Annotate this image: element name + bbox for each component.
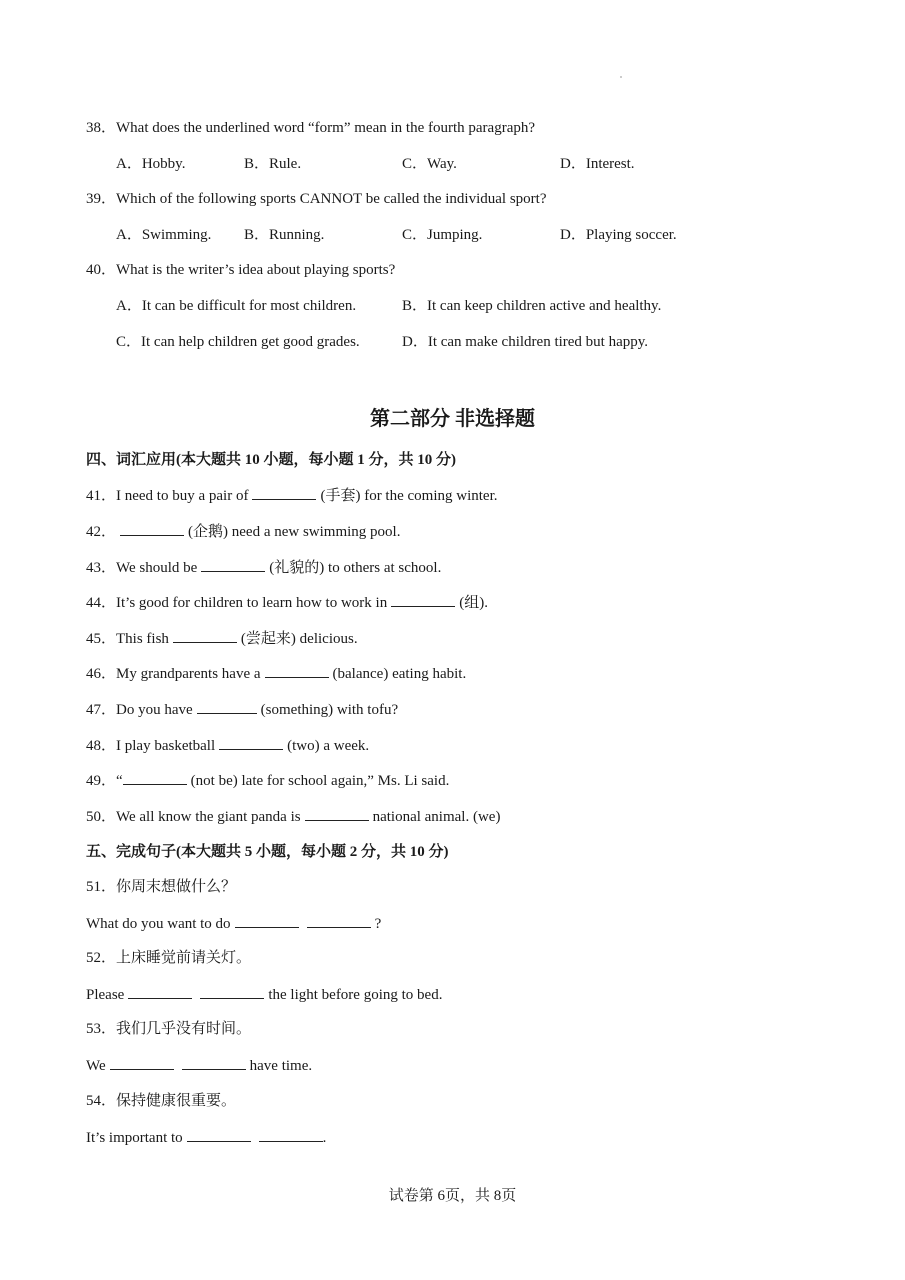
q51-blank-2[interactable] xyxy=(307,913,371,928)
q42-blank[interactable] xyxy=(120,521,184,536)
q47-blank[interactable] xyxy=(197,699,257,714)
q38-option-c: C．Way. xyxy=(402,156,457,172)
q39-option-c: C．Jumping. xyxy=(402,227,483,243)
q50-suffix: national animal. (we) xyxy=(372,809,501,825)
q41-suffix: (手套) for the coming winter. xyxy=(320,488,498,504)
q46-suffix: (balance) eating habit. xyxy=(332,666,467,682)
q41-prefix: 41．I need to buy a pair of xyxy=(86,488,249,504)
scan-speck xyxy=(620,76,622,78)
question-47 xyxy=(86,699,398,720)
q38-option-b: B．Rule. xyxy=(244,156,302,172)
q52-blank-2[interactable] xyxy=(200,984,264,999)
q54-suffix: . xyxy=(322,1130,327,1146)
question-42 xyxy=(86,521,400,542)
question-53-chinese: 53．我们几乎没有时间。 xyxy=(86,1021,252,1037)
question-51-english xyxy=(86,913,381,934)
q49-prefix: 49．“ xyxy=(86,773,123,789)
q52-blank-1[interactable] xyxy=(128,984,192,999)
question-46 xyxy=(86,663,466,684)
q41-blank[interactable] xyxy=(252,485,316,500)
q44-prefix: 44．It’s good for children to learn how to work in xyxy=(86,595,388,611)
q38-option-a: A．Hobby. xyxy=(116,156,186,172)
question-54-english xyxy=(86,1127,326,1148)
page-footer: 试卷第 6页，共 8页 xyxy=(388,1188,517,1204)
question-44 xyxy=(86,592,488,613)
q54-blank-2[interactable] xyxy=(259,1127,323,1142)
q48-suffix: (two) a week. xyxy=(287,738,370,754)
q53-suffix: have time. xyxy=(249,1058,313,1074)
q46-blank[interactable] xyxy=(265,663,329,678)
q49-blank[interactable] xyxy=(123,770,187,785)
q39-option-d: D．Playing soccer. xyxy=(560,227,677,243)
section-4-heading: 四、词汇应用(本大题共 10 小题，每小题 1 分，共 10 分) xyxy=(86,452,456,468)
q45-prefix: 45．This fish xyxy=(86,631,169,647)
q51-blank-1[interactable] xyxy=(235,913,299,928)
part-two-title: 第二部分 非选择题 xyxy=(370,408,535,430)
question-54-chinese: 54．保持健康很重要。 xyxy=(86,1093,237,1109)
question-45 xyxy=(86,628,358,649)
q52-prefix: Please xyxy=(86,987,125,1003)
question-39-stem: 39．Which of the following sports CANNOT be called the individual sport? xyxy=(86,191,547,207)
q53-prefix: We xyxy=(86,1058,106,1074)
q40-option-a: A．It can be difficult for most children. xyxy=(116,298,357,314)
question-41 xyxy=(86,485,498,506)
question-53-english xyxy=(86,1055,312,1076)
q40-option-b: B．It can keep children active and healthy. xyxy=(402,298,662,314)
section-5-heading: 五、完成句子(本大题共 5 小题，每小题 2 分，共 10 分) xyxy=(86,844,449,860)
question-40-stem: 40．What is the writer’s idea about playing sports? xyxy=(86,262,396,278)
question-52-english xyxy=(86,984,442,1005)
q53-blank-1[interactable] xyxy=(110,1055,174,1070)
q47-prefix: 47．Do you have xyxy=(86,702,193,718)
q52-suffix: the light before going to bed. xyxy=(268,987,443,1003)
q50-prefix: 50．We all know the giant panda is xyxy=(86,809,301,825)
question-50 xyxy=(86,806,500,827)
q54-prefix: It’s important to xyxy=(86,1130,183,1146)
question-48 xyxy=(86,735,369,756)
q39-option-a: A．Swimming. xyxy=(116,227,212,243)
q48-blank[interactable] xyxy=(219,735,283,750)
q42-prefix: 42． xyxy=(86,524,117,540)
q45-blank[interactable] xyxy=(173,628,237,643)
q40-option-c: C．It can help children get good grades. xyxy=(116,334,360,350)
q39-option-b: B．Running. xyxy=(244,227,325,243)
q43-suffix: (礼貌的) to others at school. xyxy=(269,560,442,576)
q51-prefix: What do you want to do xyxy=(86,916,231,932)
q48-prefix: 48．I play basketball xyxy=(86,738,216,754)
q51-suffix: ? xyxy=(374,916,382,932)
question-38-stem: 38．What does the underlined word “form” mean in the fourth paragraph? xyxy=(86,120,536,136)
question-43 xyxy=(86,557,441,578)
q42-suffix: (企鹅) need a new swimming pool. xyxy=(188,524,401,540)
q53-blank-2[interactable] xyxy=(182,1055,246,1070)
q45-suffix: (尝起来) delicious. xyxy=(240,631,358,647)
question-49 xyxy=(86,770,449,791)
q43-prefix: 43．We should be xyxy=(86,560,198,576)
q47-suffix: (something) with tofu? xyxy=(260,702,399,718)
question-52-chinese: 52．上床睡觉前请关灯。 xyxy=(86,950,252,966)
q43-blank[interactable] xyxy=(201,557,265,572)
q40-option-d: D．It can make children tired but happy. xyxy=(402,334,649,350)
q49-suffix: (not be) late for school again,” Ms. Li said. xyxy=(190,773,450,789)
question-51-chinese: 51．你周末想做什么？ xyxy=(86,879,237,895)
q38-option-d: D．Interest. xyxy=(560,156,635,172)
q46-prefix: 46．My grandparents have a xyxy=(86,666,261,682)
q54-blank-1[interactable] xyxy=(187,1127,251,1142)
q44-blank[interactable] xyxy=(391,592,455,607)
q50-blank[interactable] xyxy=(305,806,369,821)
q44-suffix: (组). xyxy=(459,595,488,611)
